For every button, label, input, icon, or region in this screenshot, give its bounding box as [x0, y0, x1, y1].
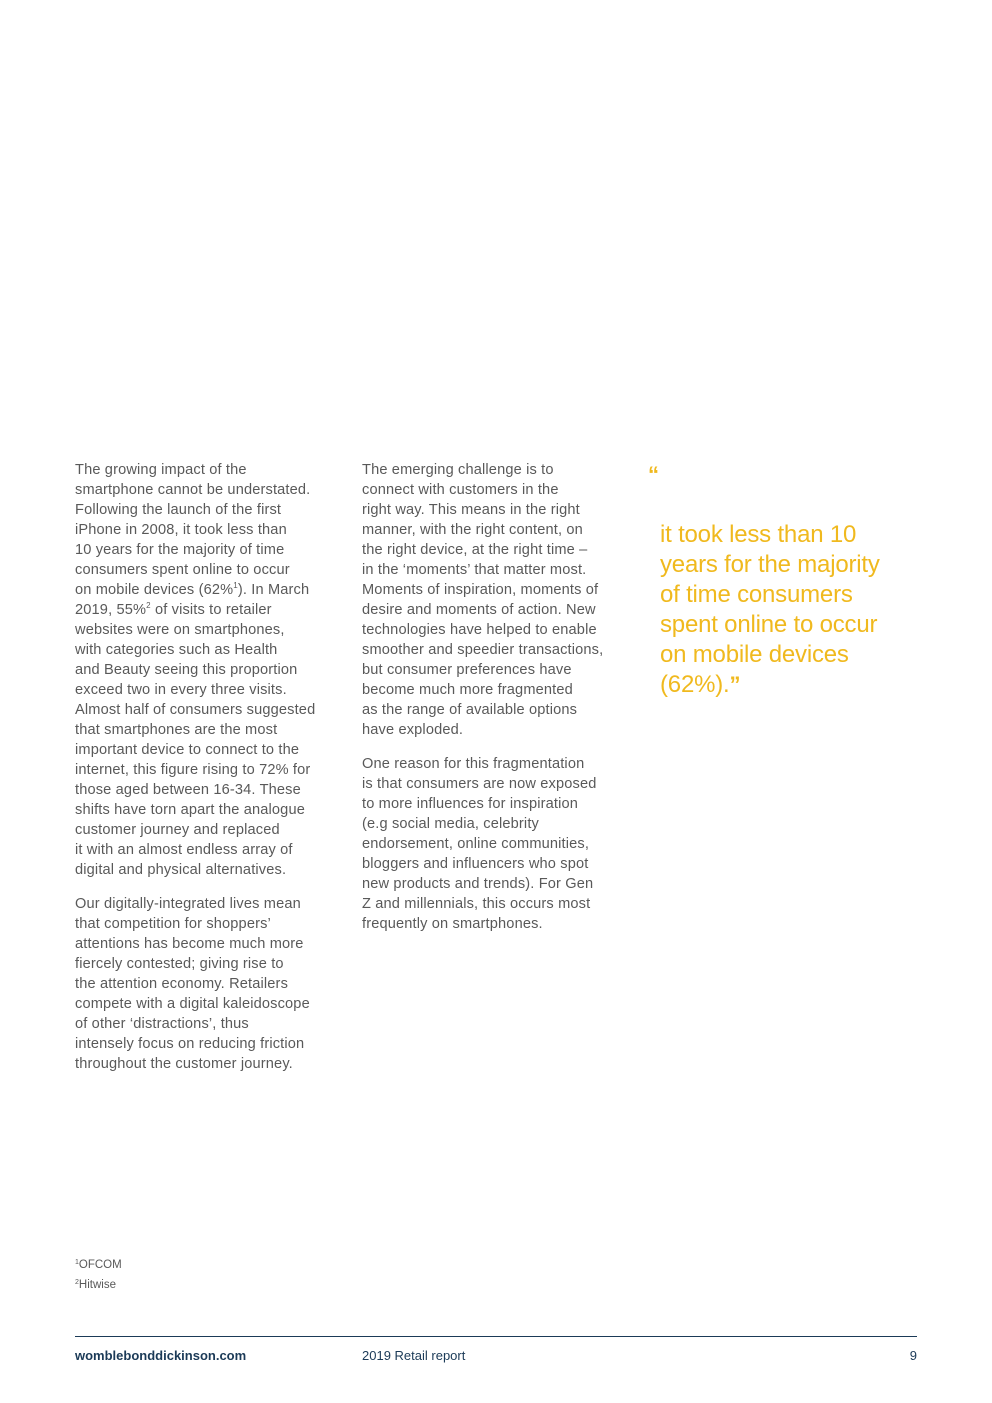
footnote-text: OFCOM — [78, 1259, 122, 1271]
footnote-ref: 1 — [233, 581, 238, 590]
footnotes — [75, 1255, 122, 1295]
footnote — [75, 1275, 122, 1295]
paragraph-text: The growing impact of the smartphone cannot be understated. Following the launch of the first iPhone in 2008, it took less than 10 years for the majority of time consumers spent online to occur on mobile devices (62% — [75, 462, 311, 598]
page-number: 9 — [909, 1348, 917, 1363]
footnote-number: 1 — [75, 1259, 79, 1266]
close-quote-mark: ” — [729, 672, 741, 697]
paragraph: One reason for this fragmentation is that consumers are now exposed to more influences for inspiration (e.g social media, celebrity endorsement, online communities, bloggers and influencers who spot new products and trends). For Gen Z and millennials, this occurs most frequently on smartphones. — [362, 756, 597, 932]
paragraph-text: of visits to retailer websites were on smartphones, with categories such as Health and Beauty seeing this proportion exceed two in every three visits. Almost half of consumers suggested that smartphones are the most important device to connect to the internet, this figure rising to 72% for those aged between 16-34. These shifts have torn apart the analogue customer journey and replaced it with an almost endless array of digital and physical alternatives. — [75, 602, 316, 878]
pull-quote-text: it took less than 10 years for the majority of time consumers spent online to occur on mobile devices (62%). — [660, 521, 880, 698]
paragraph-text: ). In March 2019, 55% — [75, 582, 310, 618]
footnote-ref: 2 — [146, 601, 151, 610]
footer-divider — [75, 1336, 917, 1337]
pull-quote-body — [648, 520, 928, 700]
footer-report-title: 2019 Retail report — [362, 1348, 466, 1363]
pull-quote — [648, 460, 928, 730]
footnote — [75, 1255, 122, 1275]
footer-website-link[interactable]: womblebonddickinson.com — [75, 1348, 247, 1363]
open-quote-mark: “ — [648, 462, 659, 487]
footnote-text: Hitwise — [78, 1279, 116, 1291]
body-column-middle — [362, 460, 637, 948]
body-column-left — [75, 460, 350, 1088]
paragraph: Our digitally-integrated lives mean that competition for shoppers’ attentions has become much more fiercely contested; giving rise to the attention economy. Retailers compete with a digital kaleidoscope of other ‘distractions’, thus intensely focus on reducing friction throughout the customer journey. — [75, 896, 310, 1072]
paragraph: The emerging challenge is to connect with customers in the right way. This means in the right manner, with the right content, on the right device, at the right time – in the ‘moments’ that matter most. Moments of inspiration, moments of desire and moments of action. New technologies have helped to enable smoother and speedier transactions, but consumer preferences have become much more fragmented as the range of available options have exploded. — [362, 462, 604, 738]
footnote-number: 2 — [75, 1279, 79, 1286]
paragraph — [75, 460, 350, 880]
